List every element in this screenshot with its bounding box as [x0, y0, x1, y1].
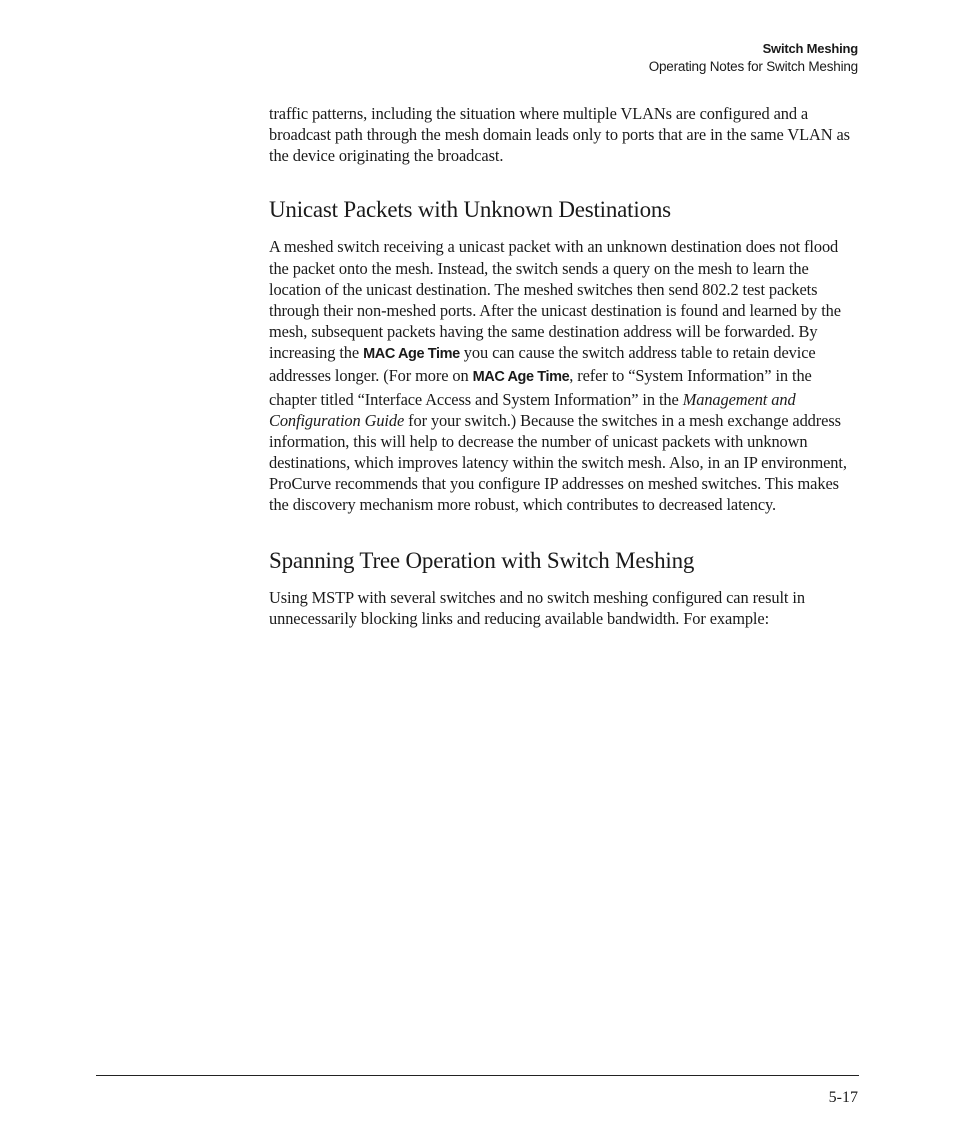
page-number: 5-17	[828, 1089, 858, 1106]
guide-title: Management and Configuration Guide	[269, 389, 796, 430]
mac-age-time-term: MAC Age Time	[363, 346, 460, 363]
unicast-heading: Unicast Packets with Unknown Destinations	[269, 197, 671, 223]
mac-age-time-term-2: MAC Age Time	[472, 369, 570, 386]
unicast-text-4: for your switch.) Because the switches in a mesh exchange address information, this will help to decrease the number of unicast packets with unknown destinations, which improves latency within the switch mesh. Also, in an IP environment, ProCurve recommends that you configure IP addresses on meshed switches. This makes the discovery mechanism more robust, which contributes to decreased latency.	[269, 410, 847, 515]
unicast-text-2: you can cause the switch address table to retain device addresses longer. (For more on	[269, 343, 816, 386]
section-title: Operating Notes for Switch Meshing	[648, 59, 858, 74]
unicast-text-3: , refer to “System Information” in the chapter titled “Interface Access and System Information” in the	[269, 366, 812, 409]
running-header	[649, 40, 858, 76]
unicast-text-1: A meshed switch receiving a unicast packet with an unknown destination does not flood the packet onto the mesh. Instead, the switch sends a query on the mesh to learn the location of the unicast destination. The meshed switches then send 802.2 test packets through their non-meshed ports. After the unicast destination is found and learned by the mesh, subsequent packets having the same destination address will be forwarded. By increasing the	[269, 237, 841, 363]
spanning-tree-paragraph: Using MSTP with several switches and no switch meshing configured can result in unnecessarily blocking links and reducing available bandwidth. For example:	[269, 587, 805, 628]
spanning-tree-heading: Spanning Tree Operation with Switch Meshing	[269, 547, 695, 573]
chapter-title: Switch Meshing	[762, 41, 858, 56]
unicast-paragraph	[269, 236, 859, 515]
page-body	[269, 103, 859, 629]
footer-divider	[96, 1075, 859, 1076]
intro-paragraph: traffic patterns, including the situation where multiple VLANs are configured and a broadcast path through the mesh domain leads only to ports that are in the same VLAN as the device originating the broadcast.	[269, 104, 850, 166]
